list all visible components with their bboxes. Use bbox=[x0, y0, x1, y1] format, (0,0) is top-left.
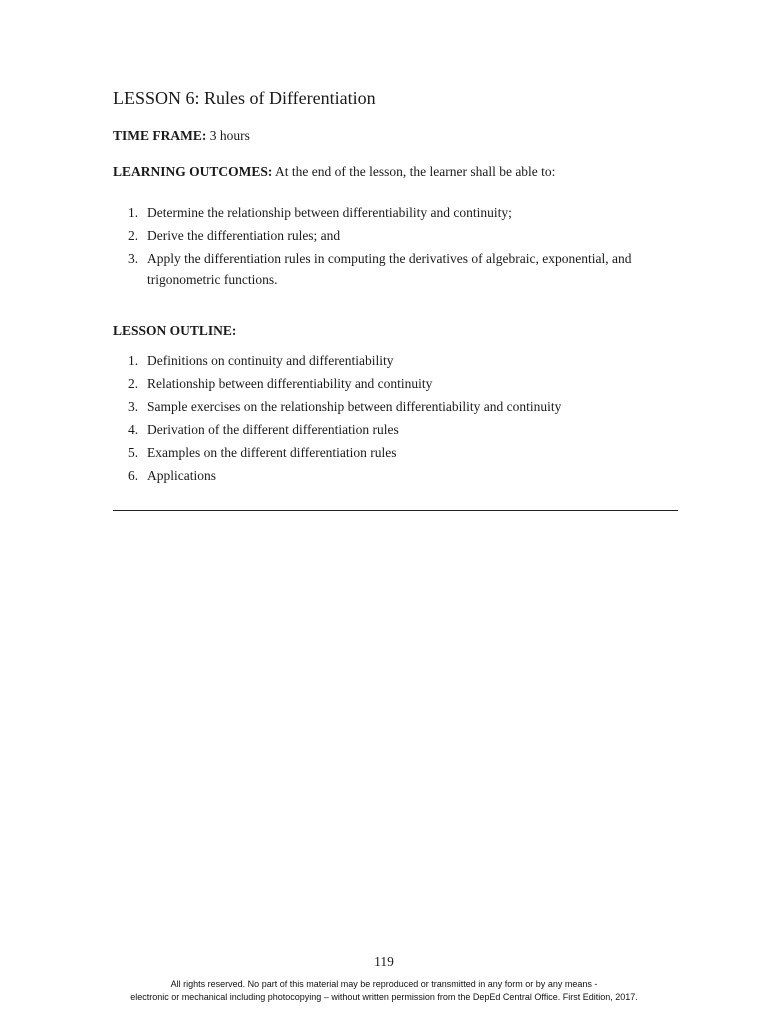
lesson-title: LESSON 6: Rules of Differentiation bbox=[113, 88, 376, 108]
section-divider bbox=[113, 510, 678, 511]
list-item-number: 3. bbox=[128, 399, 139, 414]
list-item-number: 4. bbox=[128, 422, 139, 437]
list-item bbox=[126, 373, 687, 394]
list-item-text: Sample exercises on the relationship between differentiability and continuity bbox=[147, 399, 562, 414]
page-number: 119 bbox=[374, 954, 394, 969]
time-frame-line bbox=[113, 128, 250, 144]
lesson-outline-list bbox=[126, 350, 687, 488]
list-item bbox=[126, 419, 687, 440]
list-item-text: Definitions on continuity and differentiability bbox=[147, 353, 394, 368]
time-frame-value: 3 hours bbox=[206, 128, 250, 143]
list-item bbox=[126, 465, 687, 486]
list-item-text: Determine the relationship between differentiability and continuity; bbox=[147, 205, 512, 220]
learning-outcomes-intro: At the end of the lesson, the learner shall be able to: bbox=[272, 164, 556, 179]
list-item-number: 2. bbox=[128, 228, 139, 243]
list-item-text: Applications bbox=[147, 468, 216, 483]
learning-outcomes-line bbox=[113, 164, 555, 180]
list-item-number: 6. bbox=[128, 468, 139, 483]
list-item-text: Derive the differentiation rules; and bbox=[147, 228, 341, 243]
list-item bbox=[126, 225, 687, 246]
list-item bbox=[126, 442, 687, 463]
list-item-number: 2. bbox=[128, 376, 139, 391]
footer-line-2: electronic or mechanical including photocopying – without written permission from the DepEd Central Office. First Edition, 2017. bbox=[130, 992, 638, 1002]
list-item-number: 3. bbox=[128, 251, 139, 266]
list-item bbox=[126, 350, 687, 371]
learning-outcomes-list bbox=[126, 202, 687, 292]
list-item bbox=[126, 202, 687, 223]
list-item-number: 1. bbox=[128, 205, 139, 220]
list-item-text: Apply the differentiation rules in computing the derivatives of algebraic, exponential, and trigonometric functions. bbox=[147, 251, 632, 287]
learning-outcomes-label: LEARNING OUTCOMES: bbox=[113, 164, 273, 179]
footer-line-1: All rights reserved. No part of this material may be reproduced or transmitted in any form or by any means - bbox=[170, 979, 598, 989]
list-item-text: Relationship between differentiability and continuity bbox=[147, 376, 433, 391]
time-frame-label: TIME FRAME: bbox=[113, 128, 207, 143]
list-item-text: Derivation of the different differentiation rules bbox=[147, 422, 399, 437]
list-item-number: 5. bbox=[128, 445, 139, 460]
copyright-footer bbox=[0, 978, 768, 1004]
lesson-outline-line bbox=[113, 323, 236, 339]
lesson-outline-label: LESSON OUTLINE: bbox=[113, 323, 237, 338]
list-item-number: 1. bbox=[128, 353, 139, 368]
list-item bbox=[126, 396, 687, 417]
list-item bbox=[126, 248, 687, 290]
list-item-text: Examples on the different differentiation rules bbox=[147, 445, 397, 460]
